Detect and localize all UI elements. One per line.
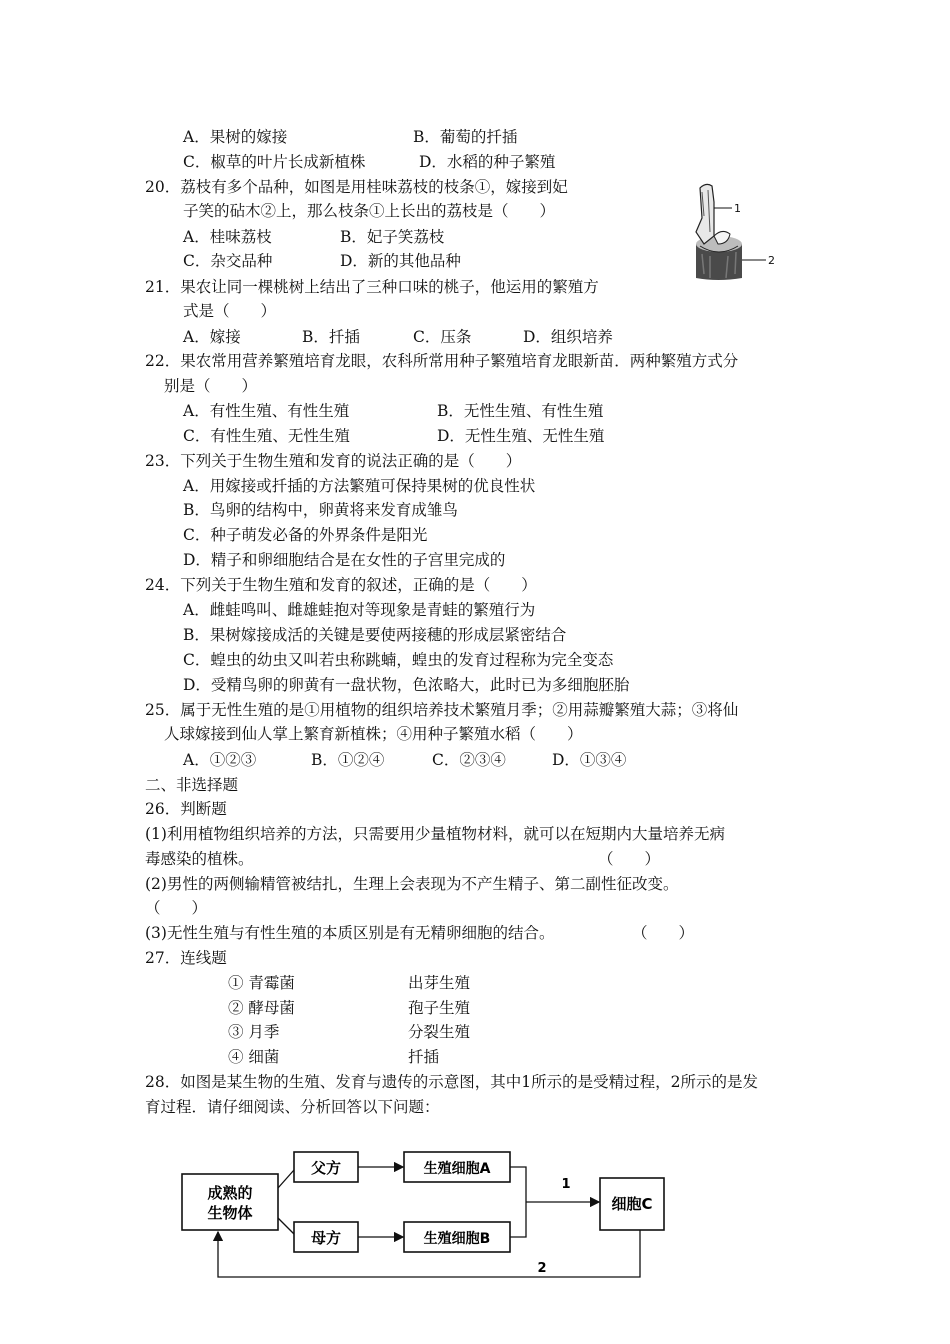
q20-option-d: D．新的其他品种: [340, 252, 461, 270]
q28-stem-line1: 28．如图是某生物的生殖、发育与遗传的示意图，其中1所示的是受精过程，2所示的是发: [145, 1073, 758, 1091]
q25-stem-line1: 25．属于无性生殖的是①用植物的组织培养技术繁殖月季；②用蒜瓣繁殖大蒜；③将仙: [145, 701, 739, 719]
q23-option-b: B．鸟卵的结构中，卵黄将来发育成雏鸟: [183, 501, 458, 519]
fig-label-2: 2: [768, 254, 775, 267]
merge-bracket: [510, 1167, 526, 1237]
cell-b-label: 生殖细胞B: [423, 1231, 491, 1247]
q26-statement1-answer: （ ）: [598, 850, 661, 868]
q22-stem-line1: 22．果农常用营养繁殖培育龙眼，农科所常用种子繁殖培育龙眼新苗．两种繁殖方式分: [145, 352, 739, 370]
q22-stem-line2: 别是（ ）: [164, 377, 258, 395]
q23-option-a: A．用嫁接或扦插的方法繁殖可保持果树的优良性状: [183, 477, 536, 495]
q26-statement2: (2)男性的两侧输精管被结扎，生理上会表现为不产生精子、第二副性征改变。: [145, 875, 679, 893]
q25-option-a: A．①②③: [183, 751, 257, 769]
q22-option-d: D．无性生殖、无性生殖: [437, 427, 605, 445]
q23-stem: 23．下列关于生物生殖和发育的说法正确的是（ ）: [145, 452, 522, 470]
q26-statement3: (3)无性生殖与有性生殖的本质区别是有无精卵细胞的结合。: [145, 924, 555, 942]
q27-left-item: ① 青霉菌: [228, 974, 295, 992]
q27-right-item: 分裂生殖: [408, 1023, 471, 1041]
q21-option-a: A．嫁接: [183, 328, 241, 346]
q22-option-b: B．无性生殖、有性生殖: [437, 402, 604, 420]
reproduction-flow-diagram: [170, 1140, 670, 1290]
q20-stem-line2: 子笑的砧木②上，那么枝条①上长出的荔枝是（ ）: [183, 202, 556, 220]
q22-option-a: A．有性生殖、有性生殖: [183, 402, 350, 420]
q26-title: 26．判断题: [145, 800, 227, 818]
q19-option-a: A．果树的嫁接: [183, 128, 288, 146]
q27-right-item: 孢子生殖: [408, 999, 471, 1017]
q23-option-c: C．种子萌发必备的外界条件是阳光: [183, 526, 428, 544]
q25-option-c: C．②③④: [432, 751, 506, 769]
process-label-2: 2: [537, 1261, 547, 1276]
q19-option-b: B．葡萄的扦插: [413, 128, 518, 146]
q26-statement1-line2: 毒感染的植株。: [145, 850, 254, 868]
cell-c-label: 细胞C: [611, 1195, 653, 1213]
q19-option-c: C．椒草的叶片长成新植株: [183, 153, 366, 171]
q21-option-b: B．扦插: [302, 328, 360, 346]
q21-option-d: D．组织培养: [523, 328, 613, 346]
q24-option-c: C．蝗虫的幼虫又叫若虫称跳蝻，蝗虫的发育过程称为完全变态: [183, 651, 614, 669]
q20-option-a: A．桂味荔枝: [183, 228, 272, 246]
q26-statement1-line1: (1)利用植物组织培养的方法，只需要用少量植物材料，就可以在短期内大量培养无病: [145, 825, 725, 843]
grafting-figure: [688, 182, 783, 282]
q21-stem-line2: 式是（ ）: [183, 302, 277, 320]
mother-label: 母方: [310, 1229, 342, 1247]
fig-label-1: 1: [734, 202, 741, 215]
cell-a-label: 生殖细胞A: [423, 1161, 491, 1177]
father-label: 父方: [310, 1159, 342, 1177]
q19-option-d: D．水稻的种子繁殖: [419, 153, 556, 171]
section-heading: 二、非选择题: [145, 776, 239, 794]
q26-statement3-answer: （ ）: [632, 924, 695, 942]
q27-left-item: ④ 细菌: [228, 1048, 280, 1066]
q20-stem-line1: 20．荔枝有多个品种，如图是用桂味荔枝的枝条①，嫁接到妃: [145, 178, 568, 196]
organism-label-line1: 成熟的: [207, 1184, 253, 1202]
q28-stem-line2: 育过程．请仔细阅读、分析回答以下问题：: [145, 1098, 440, 1116]
q27-right-item: 出芽生殖: [408, 974, 471, 992]
q20-option-c: C．杂交品种: [183, 252, 273, 270]
q24-option-a: A．雌蛙鸣叫、雌雄蛙抱对等现象是青蛙的繁殖行为: [183, 601, 536, 619]
q24-stem: 24．下列关于生物生殖和发育的叙述，正确的是（ ）: [145, 576, 537, 594]
q27-right-item: 扦插: [408, 1048, 440, 1066]
organism-label-line2: 生物体: [207, 1204, 253, 1222]
q24-option-b: B．果树嫁接成活的关键是要使两接穗的形成层紧密结合: [183, 626, 567, 644]
q27-title: 27．连线题: [145, 949, 227, 967]
q21-stem-line1: 21．果农让同一棵桃树上结出了三种口味的桃子，他运用的繁殖方: [145, 278, 599, 296]
process-label-1: 1: [561, 1177, 571, 1192]
q25-option-b: B．①②④: [311, 751, 385, 769]
q20-option-b: B．妃子笑荔枝: [340, 228, 445, 246]
q22-option-c: C．有性生殖、无性生殖: [183, 427, 350, 445]
q27-left-item: ③ 月季: [228, 1023, 280, 1041]
q27-left-item: ② 酵母菌: [228, 999, 295, 1017]
q24-option-d: D．受精鸟卵的卵黄有一盘状物，色浓略大，此时已为多细胞胚胎: [183, 676, 630, 694]
organism-to-mother-line: [278, 1218, 294, 1234]
q26-statement2-answer: （ ）: [145, 899, 208, 917]
organism-to-father-line: [278, 1170, 294, 1188]
q25-stem-line2: 人球嫁接到仙人掌上繁育新植株；④用种子繁殖水稻（ ）: [164, 725, 583, 743]
q23-option-d: D．精子和卵细胞结合是在女性的子宫里完成的: [183, 551, 506, 569]
q25-option-d: D．①③④: [552, 751, 627, 769]
q21-option-c: C．压条: [413, 328, 472, 346]
